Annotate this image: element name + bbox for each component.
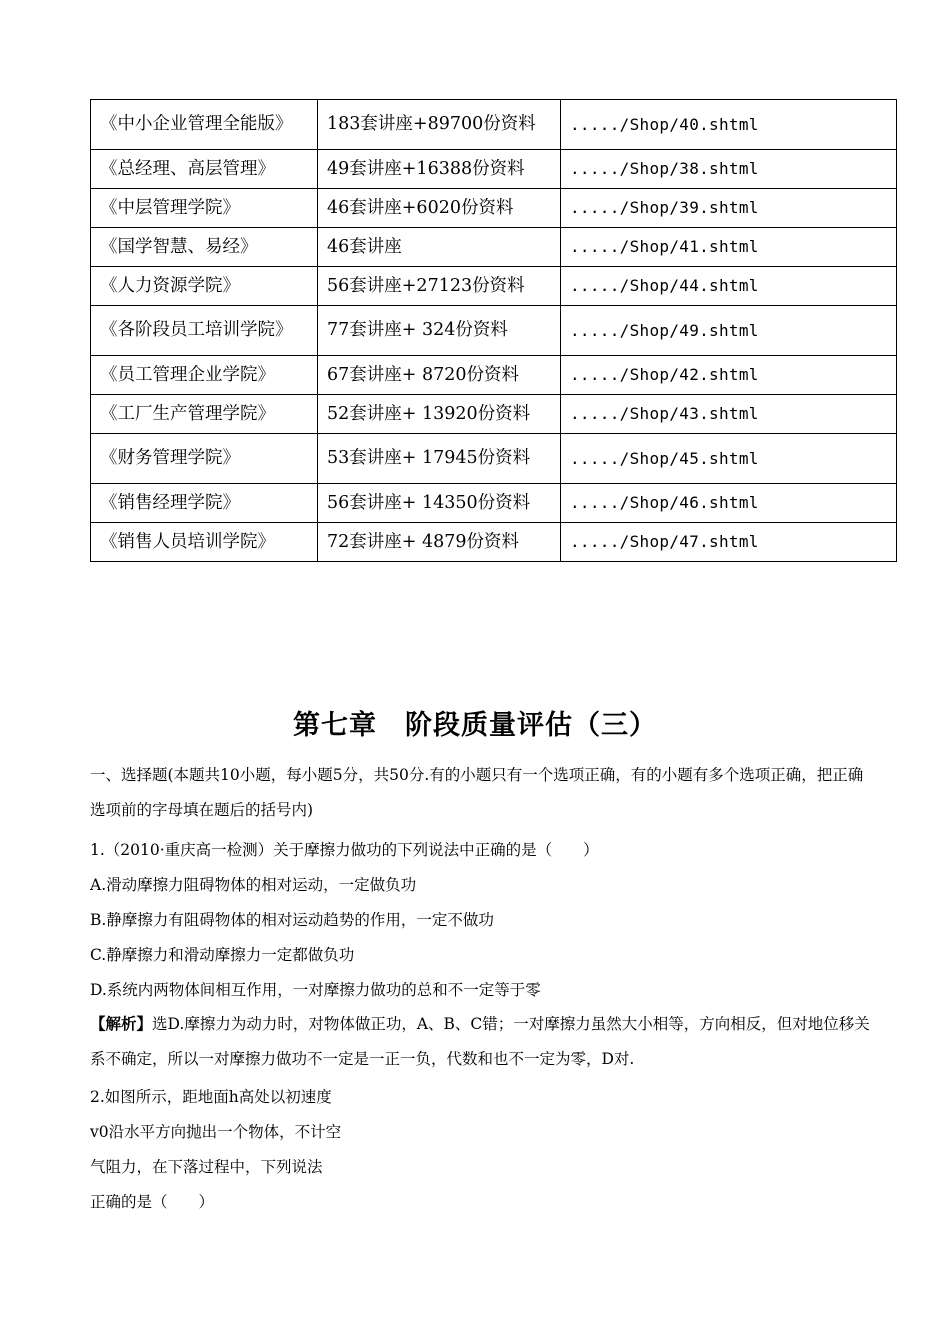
course-link[interactable]: ...../Shop/42.shtml	[561, 356, 897, 395]
course-name: 《中小企业管理全能版》	[91, 100, 318, 150]
question-1-option-a: A.滑动摩擦力阻碍物体的相对运动，一定做负功	[90, 876, 417, 894]
table-row	[91, 523, 897, 562]
course-link[interactable]: ...../Shop/43.shtml	[561, 395, 897, 434]
question-1-option-d: D.系统内两物体间相互作用，一对摩擦力做功的总和不一定等于零	[90, 981, 541, 999]
course-name: 《国学智慧、易经》	[91, 228, 318, 267]
course-count: 53套讲座+ 17945份资料	[318, 434, 561, 484]
course-name: 《总经理、高层管理》	[91, 150, 318, 189]
table-row	[91, 395, 897, 434]
table-row	[91, 100, 897, 150]
course-name: 《中层管理学院》	[91, 189, 318, 228]
course-count: 46套讲座	[318, 228, 561, 267]
section-intro: 一、选择题(本题共10小题，每小题5分，共50分.有的小题只有一个选项正确，有的小题有多个选项正确，把正确选项前的字母填在题后的括号内)	[90, 766, 864, 819]
question-2-line-4: 正确的是（ ）	[90, 1193, 215, 1211]
course-count: 56套讲座+27123份资料	[318, 267, 561, 306]
course-name: 《员工管理企业学院》	[91, 356, 318, 395]
course-count: 56套讲座+ 14350份资料	[318, 484, 561, 523]
question-1-option-b: B.静摩擦力有阻碍物体的相对运动趋势的作用，一定不做功	[90, 911, 494, 929]
table-row	[91, 189, 897, 228]
course-table-body	[91, 100, 897, 562]
course-count: 77套讲座+ 324份资料	[318, 306, 561, 356]
table-row	[91, 356, 897, 395]
course-link[interactable]: ...../Shop/40.shtml	[561, 100, 897, 150]
course-name: 《财务管理学院》	[91, 434, 318, 484]
course-name: 《各阶段员工培训学院》	[91, 306, 318, 356]
course-link[interactable]: ...../Shop/46.shtml	[561, 484, 897, 523]
course-count: 183套讲座+89700份资料	[318, 100, 561, 150]
course-link[interactable]: ...../Shop/39.shtml	[561, 189, 897, 228]
course-count: 52套讲座+ 13920份资料	[318, 395, 561, 434]
question-2-line-2: v0沿水平方向抛出一个物体，不计空	[90, 1123, 342, 1141]
question-2-line-3: 气阻力，在下落过程中，下列说法	[90, 1158, 323, 1176]
course-link[interactable]: ...../Shop/45.shtml	[561, 434, 897, 484]
table-row	[91, 150, 897, 189]
course-count: 49套讲座+16388份资料	[318, 150, 561, 189]
table-row	[91, 434, 897, 484]
question-1-option-c: C.静摩擦力和滑动摩擦力一定都做负功	[90, 946, 355, 964]
course-name: 《工厂生产管理学院》	[91, 395, 318, 434]
course-link[interactable]: ...../Shop/38.shtml	[561, 150, 897, 189]
question-2-line-1: 2.如图所示，距地面h高处以初速度	[90, 1088, 332, 1106]
table-row	[91, 228, 897, 267]
course-link[interactable]: ...../Shop/47.shtml	[561, 523, 897, 562]
course-count: 46套讲座+6020份资料	[318, 189, 561, 228]
course-link[interactable]: ...../Shop/44.shtml	[561, 267, 897, 306]
table-row	[91, 484, 897, 523]
course-count: 67套讲座+ 8720份资料	[318, 356, 561, 395]
course-table	[90, 99, 897, 562]
question-1-analysis	[90, 1006, 870, 1077]
course-link[interactable]: ...../Shop/49.shtml	[561, 306, 897, 356]
course-count: 72套讲座+ 4879份资料	[318, 523, 561, 562]
course-link[interactable]: ...../Shop/41.shtml	[561, 228, 897, 267]
analysis-text: 选D.摩擦力为动力时，对物体做正功，A、B、C错；一对摩擦力虽然大小相等，方向相反，但对地位移关系不确定，所以一对摩擦力做功不一定是一正一负，代数和也不一定为零，D对.	[90, 1015, 870, 1068]
table-row	[91, 306, 897, 356]
analysis-tag: 【解析】	[90, 1014, 153, 1033]
course-name: 《人力资源学院》	[91, 267, 318, 306]
course-name: 《销售经理学院》	[91, 484, 318, 523]
table-row	[91, 267, 897, 306]
question-1-stem: 1.（2010·重庆高一检测）关于摩擦力做功的下列说法中正确的是（ ）	[90, 841, 599, 859]
chapter-title: 第七章 阶段质量评估（三）	[293, 710, 657, 741]
course-name: 《销售人员培训学院》	[91, 523, 318, 562]
